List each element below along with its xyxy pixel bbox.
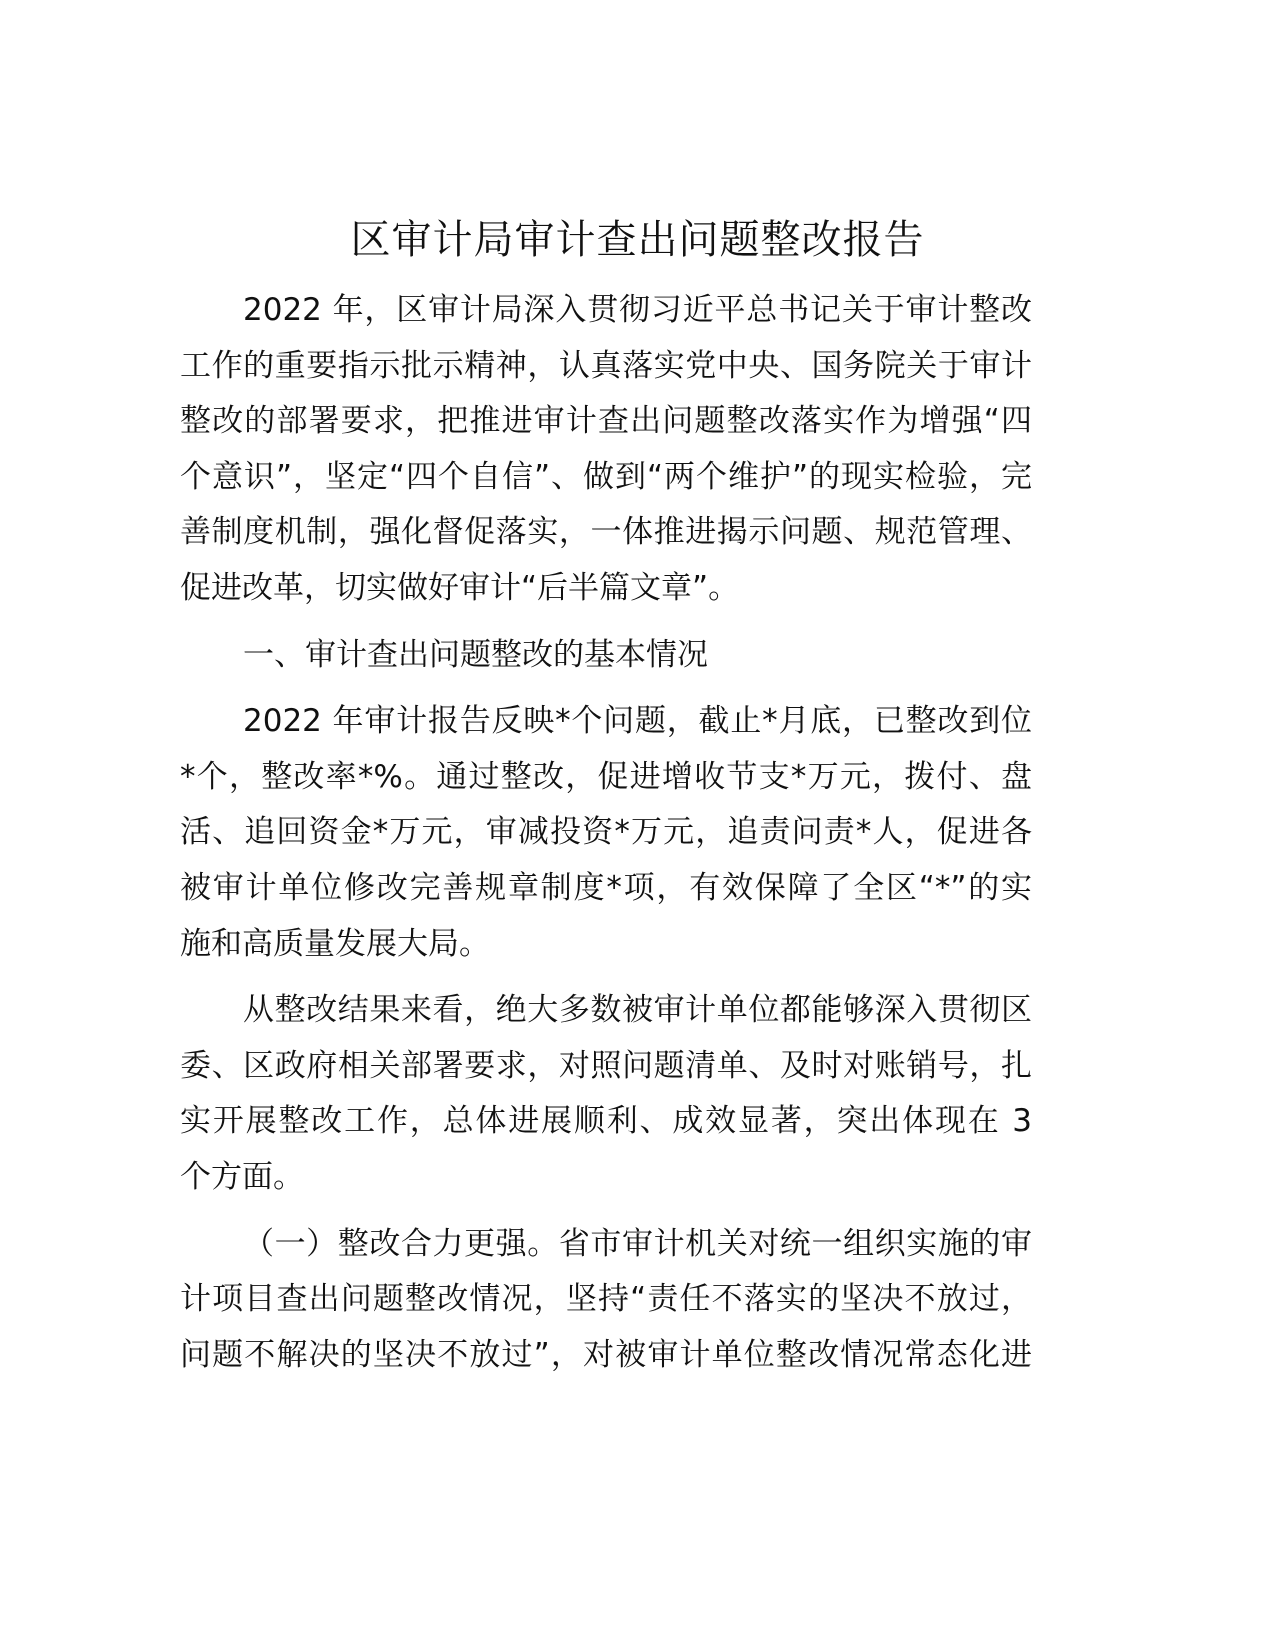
- paragraph: [180, 983, 1032, 1205]
- text-line: 2022 年，区审计局深入贯彻习近平总书记关于审计整改: [243, 292, 1032, 328]
- text-line: 整改的部署要求，把推进审计查出问题整改落实作为增强“四: [180, 403, 1032, 440]
- text-line: 活、追回资金*万元，审减投资*万元，追责问责*人，促进各: [180, 814, 1032, 851]
- text-line: （一）整改合力更强。省市审计机关对统一组织实施的审: [243, 1225, 1032, 1262]
- text-line: 委、区政府相关部署要求，对照问题清单、及时对账销号，扎: [180, 1047, 1032, 1084]
- text-line: *个，整改率*%。通过整改，促进增收节支*万元，拨付、盘: [180, 758, 1032, 795]
- text-line: 个方面。: [180, 1158, 304, 1195]
- text-line: 计项目查出问题整改情况，坚持“责任不落实的坚决不放过，: [180, 1281, 1032, 1318]
- text-line: 一、审计查出问题整改的基本情况: [243, 636, 708, 673]
- paragraph: [180, 1217, 1032, 1384]
- text-line: 促进改革，切实做好审计“后半篇文章”。: [180, 569, 740, 606]
- text-line: 2022 年审计报告反映*个问题，截止*月底，已整改到位: [243, 703, 1032, 740]
- document-title: 区审计局审计查出问题整改报告: [350, 217, 925, 263]
- document-body: [180, 283, 1032, 1394]
- text-line: 被审计单位修改完善规章制度*项，有效保障了全区“*”的实: [180, 869, 1032, 906]
- text-line: 善制度机制，强化督促落实，一体推进揭示问题、规范管理、: [180, 514, 1032, 551]
- text-line: 个意识”，坚定“四个自信”、做到“两个维护”的现实检验，完: [180, 458, 1032, 495]
- text-line: 实开展整改工作，总体进展顺利、成效显著，突出体现在 3: [180, 1103, 1032, 1140]
- text-line: 问题不解决的坚决不放过”，对被审计单位整改情况常态化进: [180, 1336, 1032, 1373]
- text-line: 从整改结果来看，绝大多数被审计单位都能够深入贯彻区: [243, 992, 1032, 1029]
- paragraph: [180, 283, 1032, 617]
- paragraph: [180, 694, 1032, 972]
- paragraph: [180, 628, 1032, 684]
- text-line: 工作的重要指示批示精神，认真落实党中央、国务院关于审计: [180, 347, 1032, 384]
- text-line: 施和高质量发展大局。: [180, 925, 490, 962]
